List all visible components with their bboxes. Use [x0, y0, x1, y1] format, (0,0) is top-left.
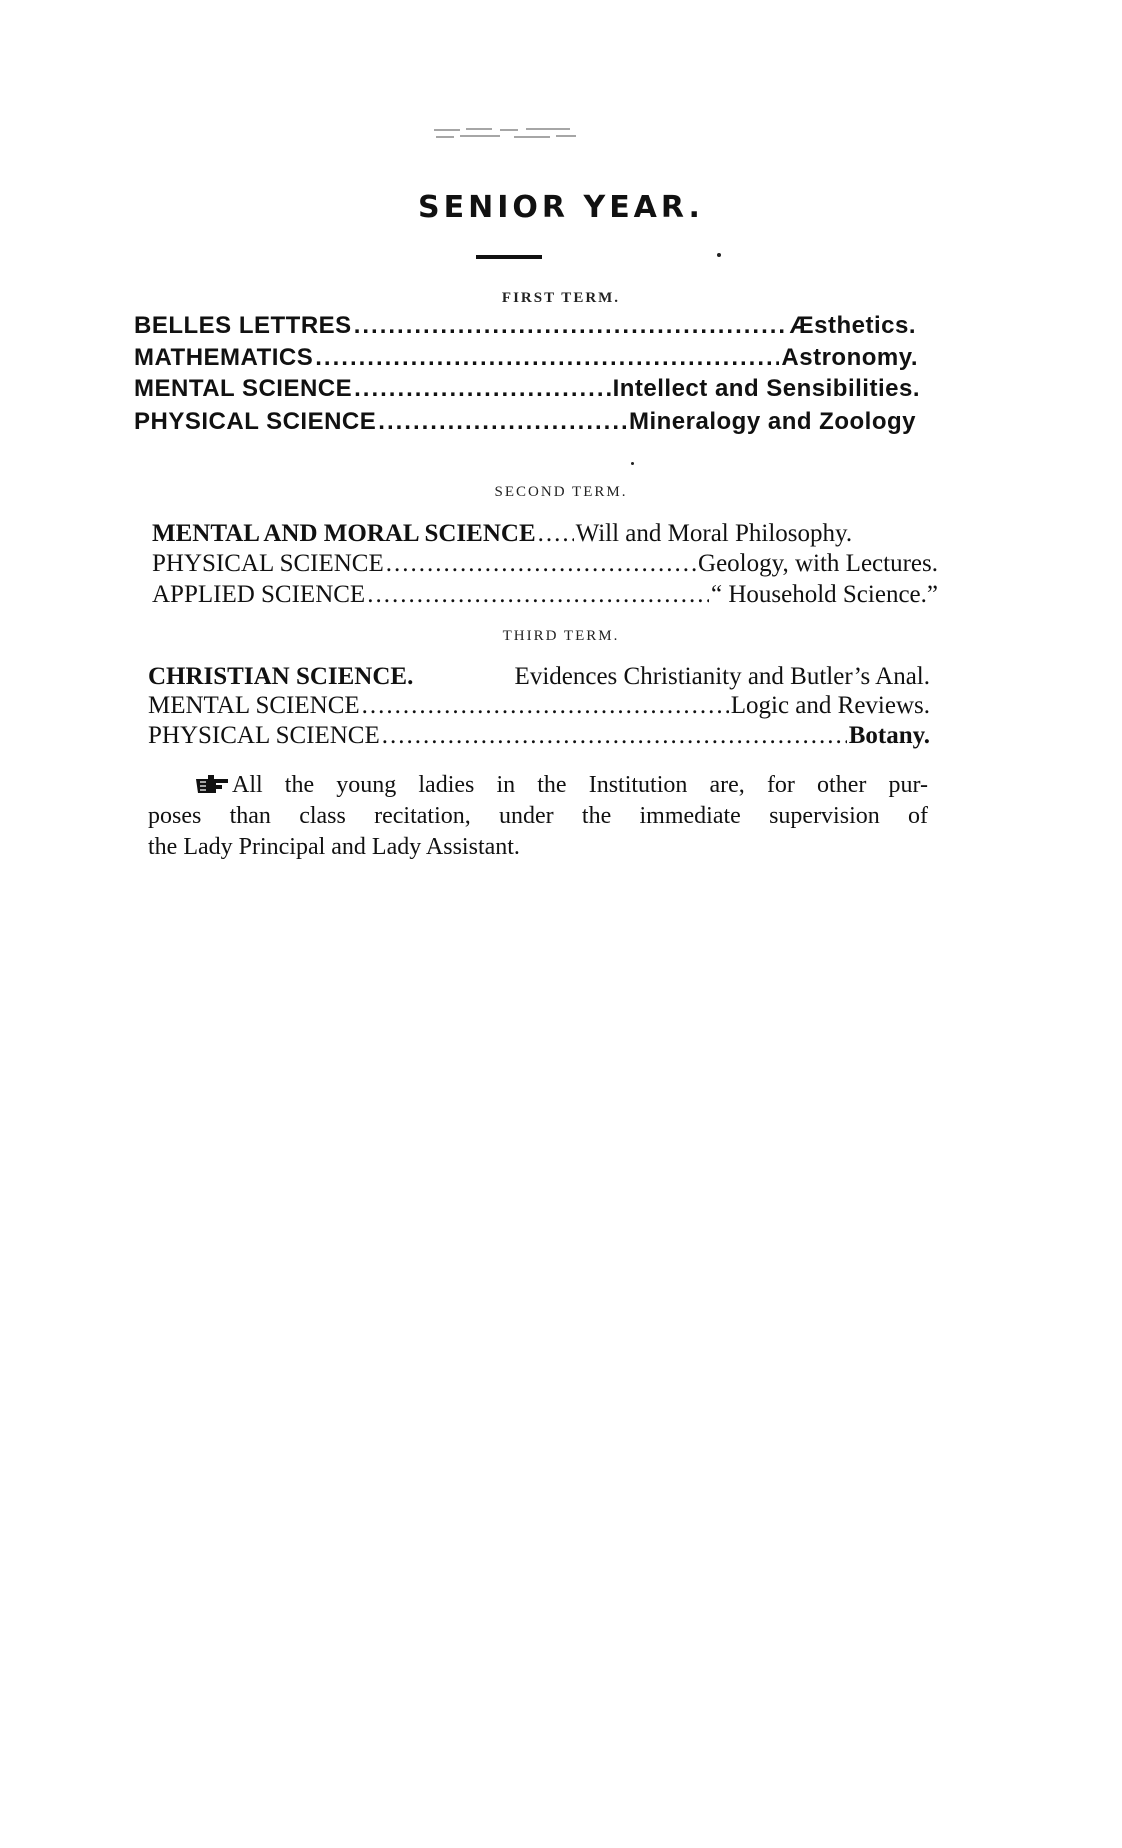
dot-leader [378, 407, 627, 437]
topic-label: Astronomy. [781, 344, 918, 371]
dot-leader [362, 691, 729, 721]
dot-leader [382, 721, 847, 751]
page-title: SENIOR YEAR. [418, 190, 704, 225]
course-entry [152, 580, 938, 610]
pointing-hand-icon [194, 773, 230, 795]
subject-label: CHRISTIAN SCIENCE. [148, 663, 414, 690]
topic-label: Geology, with Lectures. [698, 550, 938, 577]
subject-label: PHYSICAL SCIENCE [134, 408, 377, 435]
topic-label: Mineralogy and Zoology [628, 408, 916, 435]
course-entry [148, 662, 930, 692]
course-entry [134, 343, 918, 373]
topic-label: Logic and Reviews. [730, 692, 930, 719]
subject-label: BELLES LETTRES [134, 312, 352, 339]
topic-label: Will and Moral Philosophy. [575, 520, 853, 547]
dot-leader [386, 549, 696, 579]
term-heading-first: FIRST TERM. [501, 290, 621, 306]
dot-leader [367, 580, 709, 610]
subject-label: MENTAL SCIENCE [134, 375, 353, 402]
dot-leader [354, 311, 788, 341]
course-entry [152, 549, 938, 579]
stray-dot [717, 253, 721, 257]
subject-label: MENTAL AND MORAL SCIENCE [152, 520, 536, 547]
dot-leader [354, 374, 610, 404]
topic-label: Evidences Christianity and Butler’s Anal. [514, 663, 930, 690]
title-rule [476, 255, 542, 259]
note-line: poses than class recitation, under the immediate supervision of [148, 803, 928, 829]
course-entry [134, 407, 916, 437]
dot-leader [538, 519, 574, 549]
ink-smudge [430, 126, 580, 140]
course-entry [134, 374, 920, 404]
subject-label: PHYSICAL SCIENCE [148, 722, 380, 749]
course-entry [152, 519, 938, 549]
topic-label: “ Household Science.” [710, 581, 938, 608]
topic-label: Æsthetics. [789, 312, 916, 339]
course-entry [148, 721, 930, 751]
course-entry [134, 311, 916, 341]
topic-label: Intellect and Sensibilities. [612, 375, 920, 402]
term-heading-third: THIRD TERM. [502, 628, 620, 644]
subject-label: MENTAL SCIENCE [148, 692, 360, 719]
note-line [148, 770, 928, 801]
course-entry [148, 691, 930, 721]
term-heading-second: SECOND TERM. [494, 484, 628, 500]
note-line: the Lady Principal and Lady Assistant. [148, 834, 520, 860]
subject-label: APPLIED SCIENCE [152, 581, 366, 608]
note-text: All the young ladies in the Institution are, for other pur- [232, 772, 928, 798]
topic-label: Botany. [848, 722, 930, 749]
supervision-note [148, 770, 928, 863]
subject-label: PHYSICAL SCIENCE [152, 550, 384, 577]
stray-dot [631, 462, 634, 465]
subject-label: MATHEMATICS [134, 344, 314, 371]
dot-leader [315, 343, 779, 373]
